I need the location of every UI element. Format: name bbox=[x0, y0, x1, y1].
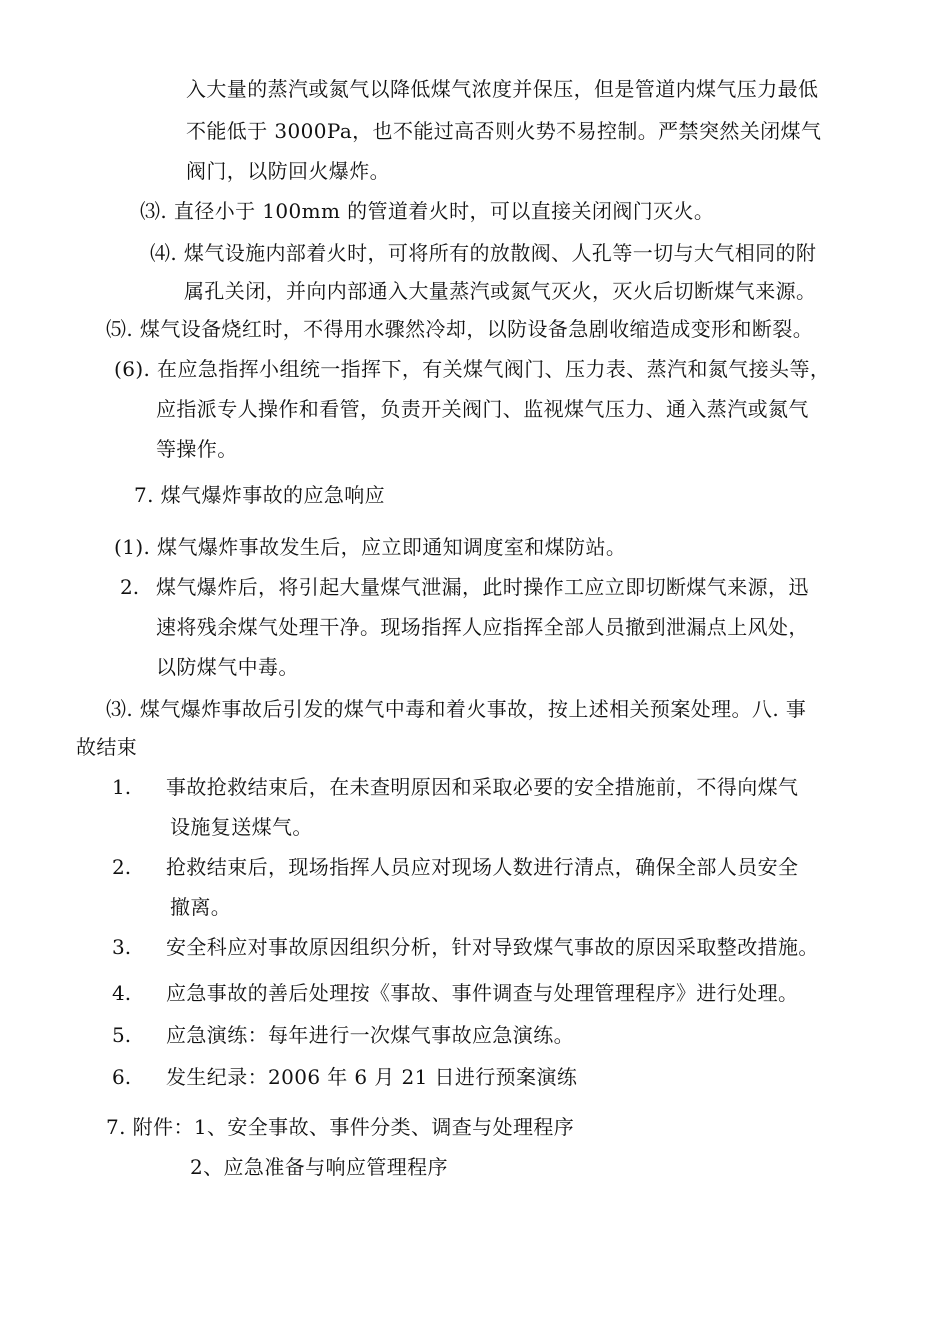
list-item-2: 煤气爆炸后，将引起大量煤气泄漏，此时操作工应立即切断煤气来源，迅 bbox=[156, 575, 809, 599]
list-item-6: (6). 在应急指挥小组统一指挥下，有关煤气阀门、压力表、蒸汽和氮气接头等， bbox=[114, 357, 831, 381]
list-item: 抢救结束后，现场指挥人员应对现场人数进行清点，确保全部人员安全 bbox=[166, 855, 799, 879]
paragraph-line: 以防煤气中毒。 bbox=[156, 655, 299, 679]
list-item-4: ⑷. 煤气设施内部着火时，可将所有的放散阀、人孔等一切与大气相同的附 bbox=[150, 241, 817, 265]
paragraph-line: 阀门，以防回火爆炸。 bbox=[186, 159, 390, 183]
list-number: 5. bbox=[112, 1023, 132, 1047]
paragraph-line: 入大量的蒸汽或氮气以降低煤气浓度并保压，但是管道内煤气压力最低 bbox=[186, 77, 819, 101]
section-heading: 7. 煤气爆炸事故的应急响应 bbox=[134, 483, 386, 507]
list-number: 6. bbox=[112, 1065, 132, 1089]
section-heading: 故结束 bbox=[76, 735, 138, 759]
paragraph-line: 不能低于 3000Pa，也不能过高否则火势不易控制。严禁突然关闭煤气 bbox=[186, 119, 822, 143]
list-item: 应急事故的善后处理按《事故、事件调查与处理管理程序》进行处理。 bbox=[166, 981, 799, 1005]
list-item: 应急演练：每年进行一次煤气事故应急演练。 bbox=[166, 1023, 574, 1047]
list-item: 安全科应对事故原因组织分析，针对导致煤气事故的原因采取整改措施。 bbox=[166, 935, 819, 959]
list-number: 4. bbox=[112, 981, 132, 1005]
paragraph-line: 撤离。 bbox=[170, 895, 232, 919]
list-item-1: (1). 煤气爆炸事故发生后，应立即通知调度室和煤防站。 bbox=[114, 535, 627, 559]
paragraph-line: 属孔关闭，并向内部通入大量蒸汽或氮气灭火，灭火后切断煤气来源。 bbox=[184, 279, 817, 303]
list-number: 2. bbox=[120, 575, 140, 599]
list-item-3: ⑶. 煤气爆炸事故后引发的煤气中毒和着火事故，按上述相关预案处理。八. 事 bbox=[106, 697, 807, 721]
paragraph-line: 应指派专人操作和看管，负责开关阀门、监视煤气压力、通入蒸汽或氮气 bbox=[156, 397, 809, 421]
list-number: 3. bbox=[112, 935, 132, 959]
attachment-line: 7. 附件：1、安全事故、事件分类、调查与处理程序 bbox=[106, 1115, 575, 1139]
list-item-3: ⑶. 直径小于 100mm 的管道着火时，可以直接关闭阀门灭火。 bbox=[140, 199, 715, 223]
paragraph-line: 速将残余煤气处理干净。现场指挥人应指挥全部人员撤到泄漏点上风处， bbox=[156, 615, 809, 639]
list-item: 发生纪录：2006 年 6 月 21 日进行预案演练 bbox=[166, 1065, 578, 1089]
paragraph-line: 等操作。 bbox=[156, 437, 238, 461]
list-item: 事故抢救结束后，在未查明原因和采取必要的安全措施前，不得向煤气 bbox=[166, 775, 799, 799]
list-number: 1. bbox=[112, 775, 132, 799]
paragraph-line: 设施复送煤气。 bbox=[170, 815, 313, 839]
list-item-5: ⑸. 煤气设备烧红时，不得用水骤然冷却，以防设备急剧收缩造成变形和断裂。 bbox=[106, 317, 814, 341]
list-number: 2. bbox=[112, 855, 132, 879]
attachment-line: 2、应急准备与响应管理程序 bbox=[190, 1155, 448, 1179]
